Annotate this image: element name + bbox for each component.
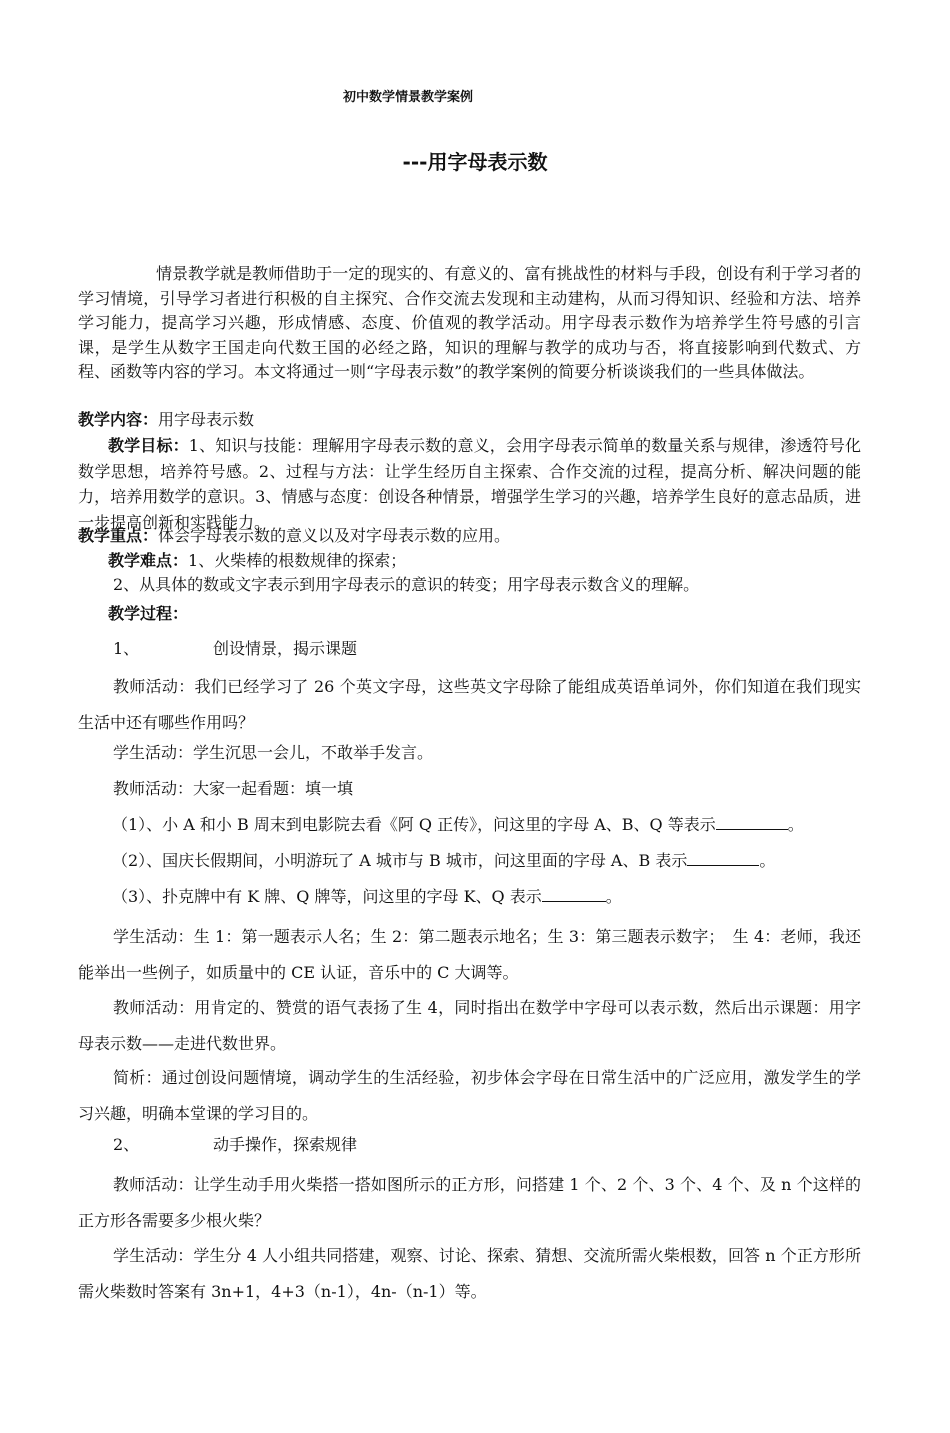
teacher-activity-2: 教师活动：大家一起看题：填一填 (113, 779, 354, 798)
question-3 (112, 885, 622, 909)
step-2-number: 2、 (113, 1135, 140, 1154)
question-1 (112, 813, 804, 837)
teacher-activity-1: 教师活动：我们已经学习了 26 个英文字母，这些英文字母除了能组成英语单词外，你们知道在我们现实生活中还有哪些作用吗？ (78, 677, 861, 732)
key-point-text: 体会字母表示数的意义以及对字母表示数的应用。 (158, 526, 511, 545)
question-3-blank (542, 887, 606, 902)
teaching-goal-text: 1、知识与技能：理解用字母表示数的意义，会用字母表示简单的数量关系与规律，渗透符号化数学思想，培养符号感。2、过程与方法：让学生经历自主探索、合作交流的过程，提高分析、解决问题的能力，培养用数学的意识。3、情感与态度：创设各种情景，增强学生学习的兴趣，培养学生良好的意志品质，进一步提高创新和实践能力。 (78, 436, 861, 532)
teaching-content-text: 用字母表示数 (158, 410, 255, 429)
analysis-1: 简析：通过创设问题情境，调动学生的生活经验，初步体会字母在日常生活中的广泛应用，激发学生的学习兴趣，明确本堂课的学习目的。 (78, 1068, 861, 1123)
question-3-end: 。 (605, 887, 622, 906)
step-1-title: 创设情景，揭示课题 (213, 639, 358, 658)
question-1-end: 。 (787, 815, 804, 834)
teaching-process-label: 教学过程： (108, 604, 189, 623)
student-activity-2: 学生活动：生 1：第一题表示人名；生 2：第二题表示地名；生 3：第三题表示数字； 生 4：老师，我还能举出一些例子，如质量中的 CE 认证，音乐中的 C 大调等。 (78, 927, 861, 982)
question-3-text: （3）、扑克牌中有 K 牌、Q 牌等，问这里的字母 K、Q 表示 (112, 887, 542, 906)
teacher-activity-4: 教师活动：让学生动手用火柴搭一搭如图所示的正方形，问搭建 1 个、2 个、3 个、4 个、及 n 个这样的正方形各需要多少根火柴？ (78, 1175, 861, 1230)
student-activity-3: 学生活动：学生分 4 人小组共同搭建，观察、讨论、探索、猜想、交流所需火柴根数，回答 n 个正方形所需火柴数时答案有 3n+1，4+3（n-1），4n-（n-1）等。 (78, 1246, 861, 1301)
step-2-heading (113, 1133, 358, 1157)
question-2-text: （2）、国庆长假期间，小明游玩了 A 城市与 B 城市，问这里面的字母 A、B 表示 (112, 851, 688, 870)
teaching-content-label: 教学内容： (78, 410, 159, 429)
step-1-number: 1、 (113, 639, 140, 658)
document-main-title: ---用字母表示数 (402, 150, 548, 174)
student-activity-1: 学生活动：学生沉思一会儿，不敢举手发言。 (113, 743, 434, 762)
step-1-heading (113, 637, 358, 661)
difficulty-text-1: 1、火柴棒的根数规律的探索； (188, 551, 407, 570)
teacher-activity-3: 教师活动：用肯定的、赞赏的语气表扬了生 4，同时指出在数学中字母可以表示数，然后出示课题：用字母表示数——走进代数世界。 (78, 998, 861, 1053)
key-point-line (78, 524, 510, 548)
intro-paragraph: 情景教学就是教师借助于一定的现实的、有意义的、富有挑战性的材料与手段，创设有利于学习者的学习情境，引导学习者进行积极的自主探究、合作交流去发现和主动建构，从而习得知识、经验和方法、培养学习能力，提高学习兴趣，形成情感、态度、价值观的教学活动。用字母表示数作为培养学生符号感的引言课，是学生从数字王国走向代数王国的必经之路，知识的理解与教学的成功与否，将直接影响到代数式、方程、函数等内容的学习。本文将通过一则“字母表示数”的教学案例的简要分析谈谈我们的一些具体做法。 (78, 264, 861, 381)
question-2 (112, 849, 775, 873)
difficulty-label: 教学难点： (108, 551, 189, 570)
key-point-label: 教学重点： (78, 526, 159, 545)
teaching-goal-paragraph (78, 433, 861, 535)
question-2-end: 。 (759, 851, 776, 870)
document-header-title: 初中数学情景教学案例 (343, 90, 474, 105)
step-2-title: 动手操作，探索规律 (213, 1135, 358, 1154)
difficulty-line (108, 549, 406, 573)
question-1-text: （1）、小 A 和小 B 周末到电影院去看《阿 Q 正传》，问这里的字母 A、B、Q 等表示 (112, 815, 716, 834)
teaching-goal-label: 教学目标： (108, 436, 189, 455)
question-2-blank (687, 851, 759, 866)
teaching-content-line (78, 408, 254, 432)
difficulty-text-2: 2、从具体的数或文字表示到用字母表示的意识的转变；用字母表示数含义的理解。 (113, 575, 700, 594)
question-1-blank (716, 815, 788, 830)
